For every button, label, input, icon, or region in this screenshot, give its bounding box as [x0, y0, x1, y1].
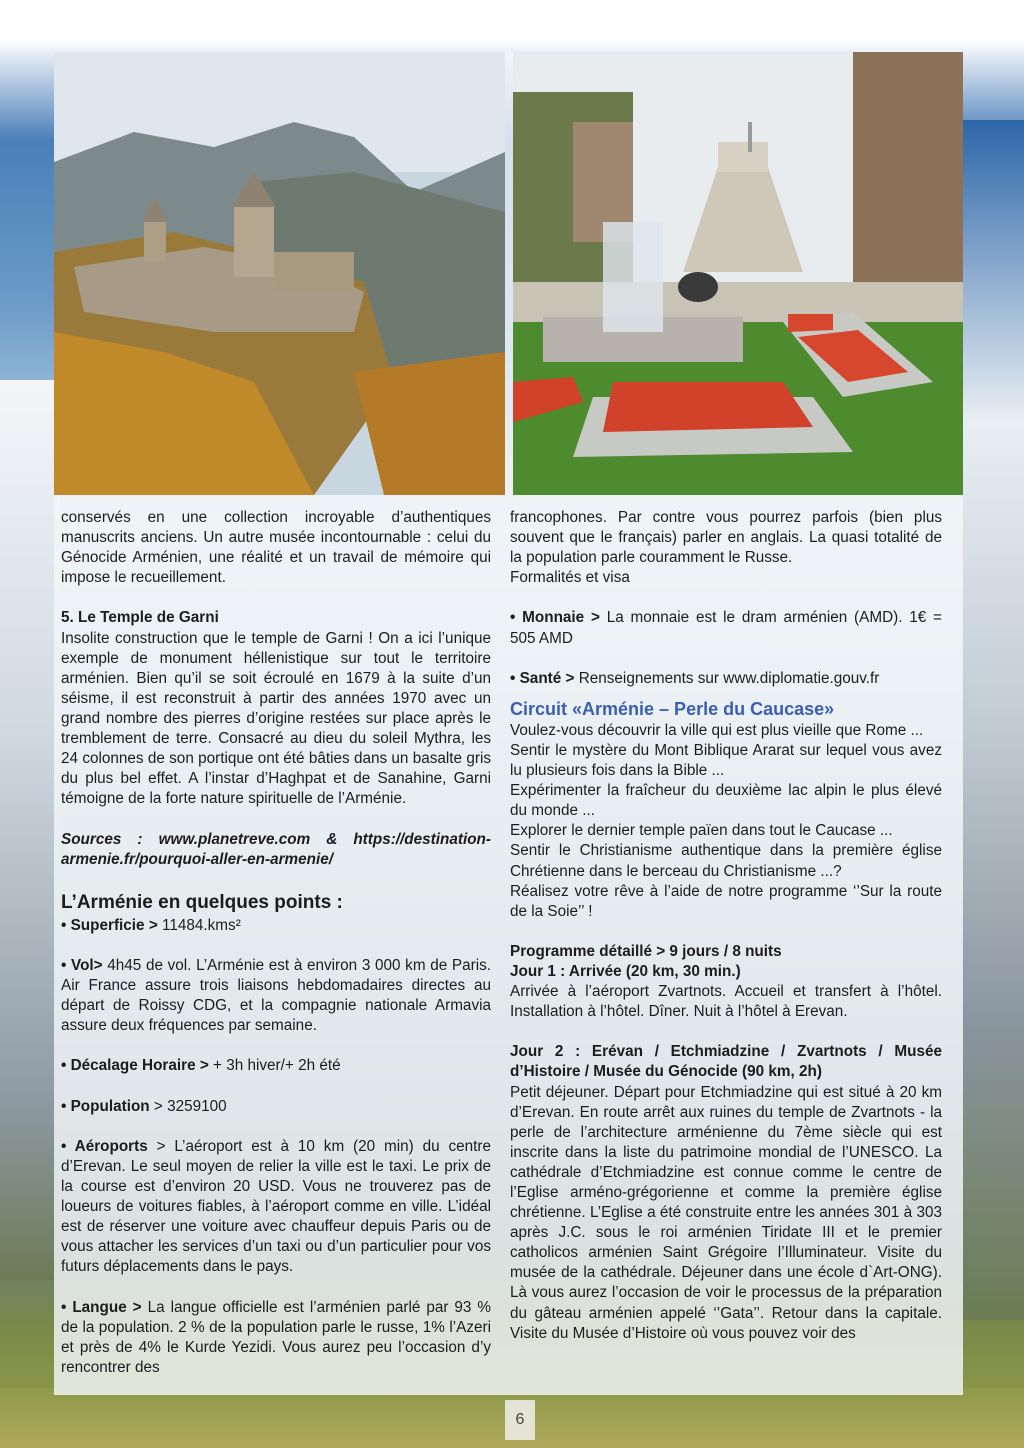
right-column [510, 508, 942, 1344]
aeroports-item [61, 1137, 491, 1278]
langue-item [61, 1298, 491, 1378]
programme-line: Programme détaillé > 9 jours / 8 nuits [510, 942, 782, 960]
page-number: 6 [505, 1400, 535, 1440]
jour1-title: Jour 1 : Arrivée (20 km, 30 min.) [510, 962, 741, 980]
superficie-label: • Superficie > [61, 916, 158, 934]
monnaie-text: La monnaie est le dram arménien (AMD). 1€ = 505 AMD [510, 609, 942, 647]
langue-text: La langue officielle est l’arménien parlé par 93 % de la population. 2 % de la population parle le russe, 1% l’Azeri et près de 4% le Kurde Yezidi. Vous aurez peu l’occasion d’y rencontrer des [61, 1298, 491, 1376]
intro-paragraph: conservés en une collection incroyable d’authentiques manuscrits anciens. Un autre musée incontournable : celui du Génocide Arménien, une réalité et un travail de mémoire qui impose le recueillement. [61, 509, 491, 587]
vol-item [61, 956, 491, 1036]
circuit-line-2: Sentir le mystère du Mont Biblique Ararat sur lequel vous avez lu plusieurs fois dans la Bible ... [510, 741, 942, 780]
formalites-line: Formalités et visa [510, 569, 630, 587]
mountain-right [962, 120, 1024, 1320]
mountain-left [0, 380, 60, 1280]
circuit-title: Circuit «Arménie – Perle du Caucase» [510, 698, 835, 719]
decalage-value: + 3h hiver/+ 2h été [208, 1057, 341, 1075]
cascade-yerevan-photo [513, 52, 963, 495]
langue-label: • Langue > [61, 1298, 142, 1316]
garni-paragraph: Insolite construction que le temple de Garni ! On a ici l’unique exemple de monument héllenistique sur tout le territoire arménien. Bien qu’il se soit écroulé en 1679 à la suite d’un séisme, il est reconstruit à partir des années 1970 avec un grand nombre des pierres d’origine restées sur place après le tremblement de terre. Consacré au dieu du soleil Mythra, les 24 colonnes de son portique ont été bâties dans un basalte gris du plus bel effet. A l’instar d’Haghpat et de Sanahine, Garni témoigne de la forte nature spirituelle de l’Arménie. [61, 629, 491, 808]
garni-title: 5. Le Temple de Garni [61, 609, 219, 627]
jour2-title: Jour 2 : Erévan / Etchmiadzine / Zvartnots / Musée d’Histoire / Musée du Génocide (90 km, 2h) [510, 1043, 942, 1081]
circuit-line-5: Sentir le Christianisme authentique dans la première église Chrétienne dans le berceau du Christianisme ...? [510, 842, 942, 880]
population-item [61, 1097, 491, 1117]
jour1-text: Arrivée à l’aéroport Zvartnots. Accueil et transfert à l’hôtel. Installation à l’hôtel. Dîner. Nuit à l’hôtel à Erevan. [510, 983, 942, 1021]
monnaie-item [510, 608, 942, 648]
population-value: > 3259100 [149, 1097, 227, 1115]
vol-label: • Vol> [61, 956, 103, 974]
vol-text: 4h45 de vol. L’Arménie est à environ 3 000 km de Paris. Air France assure trois liaisons hebdomadaires directes au départ de Roissy CDG, et la compagnie nationale Armavia assure deux fréquences par semaine. [61, 956, 491, 1035]
population-label: • Population [61, 1097, 150, 1115]
points-title: L’Arménie en quelques points : [61, 891, 343, 913]
left-column [61, 508, 491, 1378]
circuit-line-3: Expérimenter la fraîcheur du deuxième lac alpin le plus élevé du monde ... [510, 782, 942, 820]
langue-continued: francophones. Par contre vous pourrez parfois (bien plus souvent que le français) parler en anglais. La quasi totalité de la population parle couramment le Russe. [510, 509, 942, 567]
decalage-item [61, 1056, 491, 1076]
tatev-monastery-photo [54, 52, 505, 495]
sources-line: Sources : www.planetreve.com & https://destination-armenie.fr/pourquoi-aller-en-armenie/ [61, 830, 491, 868]
aeroports-text: > L’aéroport est à 10 km (20 min) du centre d’Erevan. Le seul moyen de relier la ville est le taxi. Le prix de la course est d’environ 20 USD. Vous ne trouverez pas de loueurs de voitures fiables, à l’aéroport comme en ville. L’idéal est de réserver une voiture avec chauffeur depuis Paris ou de vous attacher les services d’un taxi ou d’un particulier pour vos futurs déplacements dans le pays. [61, 1137, 491, 1276]
monnaie-label: • Monnaie > [510, 609, 600, 627]
sante-item [510, 669, 942, 689]
decalage-label: • Décalage Horaire > [61, 1057, 209, 1075]
circuit-line-1: Voulez-vous découvrir la ville qui est plus vieille que Rome ... [510, 721, 924, 739]
sante-text: Renseignements sur www.diplomatie.gouv.fr [574, 669, 880, 687]
superficie-item [61, 916, 491, 936]
aeroports-label: • Aéroports [61, 1137, 148, 1155]
circuit-line-4: Explorer le dernier temple païen dans tout le Caucase ... [510, 822, 893, 840]
superficie-value: 11484.kms² [157, 916, 241, 934]
jour2-text: Petit déjeuner. Départ pour Etchmiadzine qui est situé à 20 km d’Erevan. En route arrêt aux ruines du temple de Zvartnots - la perle de l’architecture arménienne du 7ème siècle qui est inscrite dans la liste du patrimoine mondial de l’UNESCO. La cathédrale d’Etchmiadzine est connue comme le centre de l’Eglise arméno-grégorienne et comme la première église chrétienne. L’Eglise a été construite entre les années 301 à 303 après J.C. sous le roi arménien Tiridate III et le premier catholicos arménien Saint Grégoire l’Illuminateur. Visite du musée de la cathédrale. Déjeuner dans une école d`Art-ONG). Là vous aurez l’occasion de voir le processus de la préparation du gâteau arménien appelé ‘’Gata’’. Retour dans la capitale. Visite du Musée d’Histoire où vous pouvez voir des [510, 1083, 942, 1342]
sante-label: • Santé > [510, 669, 575, 687]
circuit-line-6: Réalisez votre rêve à l’aide de notre programme ‘’Sur la route de la Soie’’ ! [510, 882, 942, 920]
